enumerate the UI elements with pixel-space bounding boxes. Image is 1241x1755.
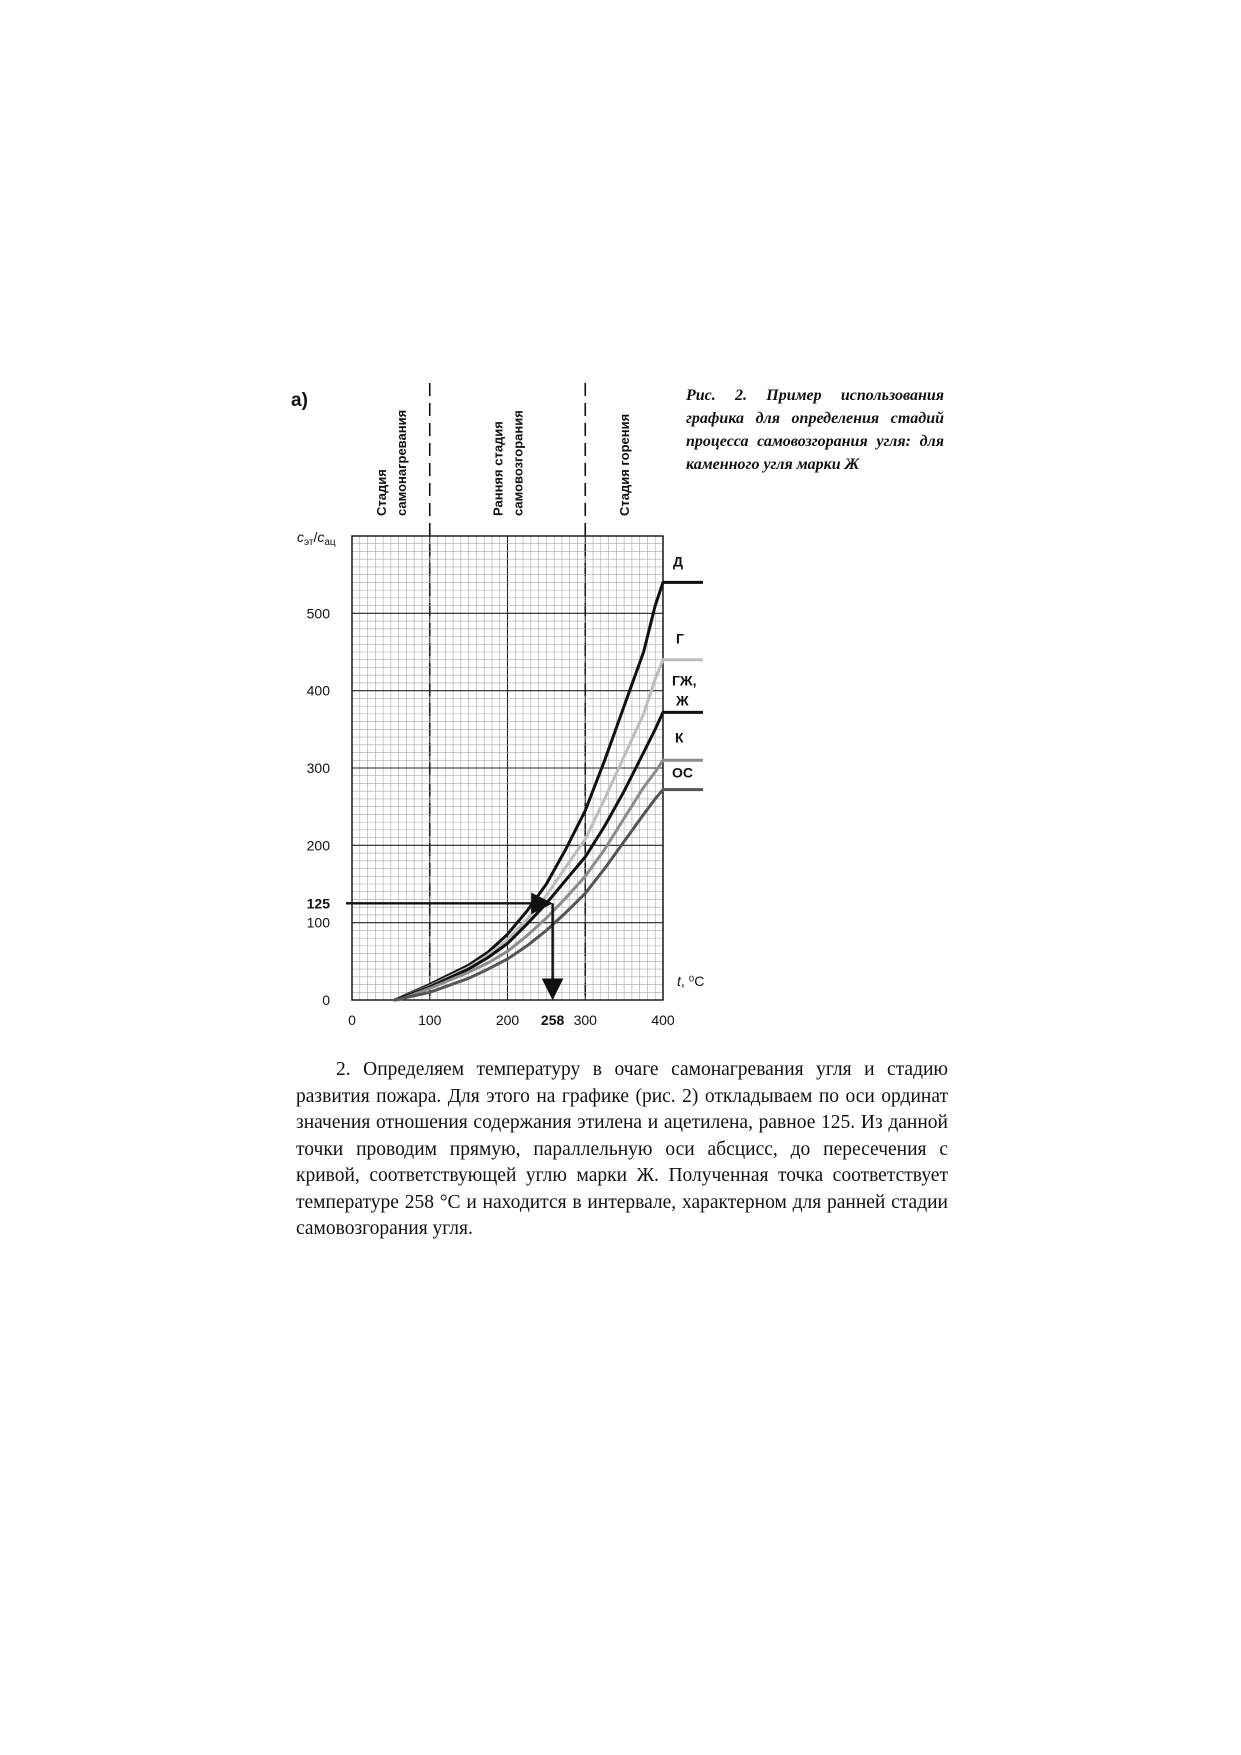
x-tick-label: 400 (651, 1012, 675, 1028)
stage-label-line: Стадия горения (617, 413, 633, 516)
x-tick-label: 0 (348, 1012, 356, 1028)
y-tick-label: 300 (306, 760, 330, 776)
y-label-c2: c (317, 529, 325, 545)
y-label-sub2: ац (324, 537, 336, 548)
series-label: ОС (672, 764, 693, 781)
annotation-y-label: 125 (306, 895, 330, 912)
x-tick-label: 300 (573, 1012, 597, 1028)
x-tick-label: 100 (418, 1012, 442, 1028)
plot-grid (352, 536, 663, 1000)
x-axis-label (677, 973, 704, 989)
body-paragraph: 2. Определяем температуру в очаге самонагревания угля и стадию развития пожара. Для этого на графике (рис. 2) откладываем по оси ординат значения отношения содержания этилена и ацетилена, равное 125. Из данной точки проводим прямую, параллельную оси абсцисс, до пересечения с кривой, соответствующей углю марки Ж. Полученная точка соответствует температуре 258 °С и находится в интервале, характерном для ранней стадии самовозгорания угля. (296, 1059, 948, 1239)
y-label-sub1: эт (304, 537, 314, 548)
y-tick-label: 0 (322, 992, 330, 1008)
x-tick-label: 200 (495, 1012, 520, 1028)
body-text (296, 1057, 948, 1243)
series-line (395, 712, 663, 1000)
series-label: Ж (676, 692, 689, 709)
series-label: Д (673, 553, 683, 570)
stage-labels (374, 410, 632, 516)
axis-tick-labels (307, 605, 675, 1028)
stage-label-line: самовозгорания (510, 410, 526, 516)
stage-label (617, 414, 632, 516)
stage-label (374, 410, 409, 516)
y-tick-label: 200 (306, 837, 330, 854)
x-label-var: t (677, 973, 681, 989)
series-label: ГЖ, (672, 672, 697, 689)
x-label-unit: , ⁰С (680, 973, 705, 989)
stage-label (491, 410, 526, 516)
figure-caption: Рис. 2. Пример использования графика для определения стадий процесса самовозгорания угля: для каменного угля марки Ж (686, 387, 944, 473)
annotation-x-label: 258 (540, 1012, 565, 1028)
y-tick-label: 100 (306, 914, 330, 931)
stage-label-line: самонагревания (393, 409, 409, 516)
series-label: К (675, 729, 684, 746)
y-tick-label: 400 (306, 682, 330, 699)
series-labels (672, 553, 696, 780)
stage-label-line: Ранняя стадия (490, 421, 506, 516)
y-axis-label: $c_{эт}/c_{ац}$ (297, 529, 336, 548)
y-label-c1: c (297, 529, 304, 545)
series-label: Г (676, 630, 684, 647)
stage-label-line: Стадия (373, 469, 389, 516)
panel-label: а) (291, 390, 308, 411)
y-tick-label: 500 (306, 605, 330, 622)
